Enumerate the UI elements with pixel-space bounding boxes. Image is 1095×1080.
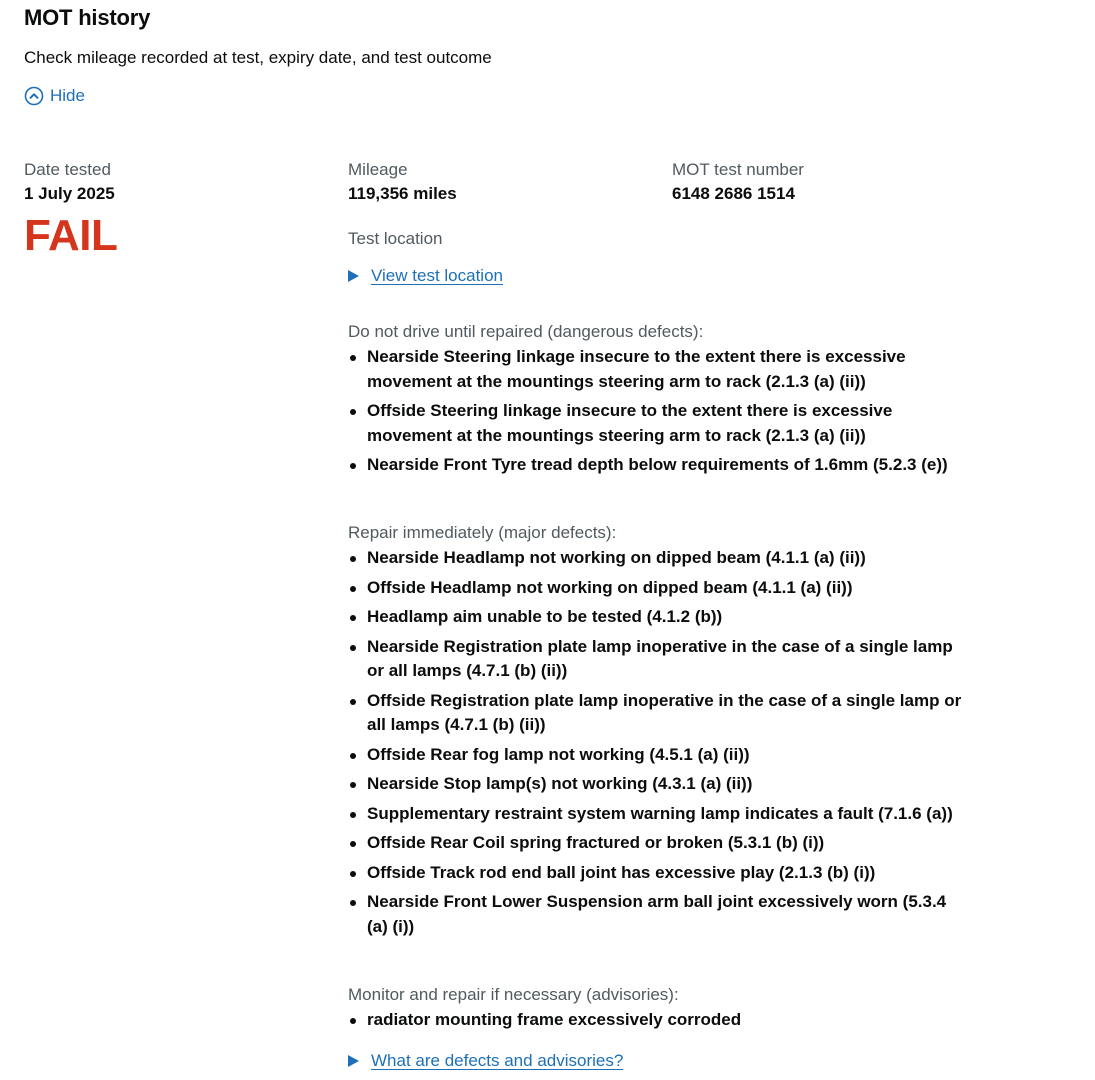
test-location-block xyxy=(348,228,443,250)
list-item: Supplementary restraint system warning lamp indicates a fault (7.1.6 (a)) xyxy=(348,802,968,827)
mileage-value: 119,356 miles xyxy=(348,184,457,203)
defects-advisories-info-toggle[interactable] xyxy=(348,1051,623,1071)
list-item: Offside Track rod end ball joint has excessive play (2.1.3 (b) (i)) xyxy=(348,861,968,886)
mileage-block xyxy=(348,159,457,205)
test-location-label: Test location xyxy=(348,229,443,248)
test-result-badge: FAIL xyxy=(24,211,118,260)
list-item: Nearside Registration plate lamp inoperative in the case of a single lamp or all lamps (4.7.1 (b) (ii)) xyxy=(348,635,968,684)
mileage-label: Mileage xyxy=(348,160,408,179)
list-item: Offside Registration plate lamp inoperative in the case of a single lamp or all lamps (4.7.1 (b) (ii)) xyxy=(348,689,968,738)
advisories-section xyxy=(348,984,968,1038)
triangle-right-icon xyxy=(348,1055,359,1067)
date-tested-value: 1 July 2025 xyxy=(24,184,115,203)
advisories-list xyxy=(348,1008,968,1033)
list-item: Nearside Front Tyre tread depth below requirements of 1.6mm (5.2.3 (e)) xyxy=(348,453,968,478)
dangerous-defects-list xyxy=(348,345,968,478)
list-item: radiator mounting frame excessively corroded xyxy=(348,1008,968,1033)
dangerous-defects-heading: Do not drive until repaired (dangerous defects): xyxy=(348,322,704,341)
section-title: MOT history xyxy=(24,5,151,30)
list-item: Headlamp aim unable to be tested (4.1.2 (b)) xyxy=(348,605,968,630)
list-item: Offside Rear fog lamp not working (4.5.1 (a) (ii)) xyxy=(348,743,968,768)
major-defects-list xyxy=(348,546,968,939)
chevron-up-circle-icon xyxy=(24,86,44,106)
test-number-value: 6148 2686 1514 xyxy=(672,184,795,203)
list-item: Nearside Headlamp not working on dipped beam (4.1.1 (a) (ii)) xyxy=(348,546,968,571)
view-test-location-link[interactable]: View test location xyxy=(371,266,503,285)
list-item: Nearside Front Lower Suspension arm ball joint excessively worn (5.3.4 (a) (i)) xyxy=(348,890,968,939)
list-item: Nearside Stop lamp(s) not working (4.3.1 (a) (ii)) xyxy=(348,772,968,797)
advisories-heading: Monitor and repair if necessary (advisories): xyxy=(348,985,679,1004)
date-tested-block xyxy=(24,159,115,205)
list-item: Offside Steering linkage insecure to the extent there is excessive movement at the mountings steering arm to rack (2.1.3 (a) (ii)) xyxy=(348,399,968,448)
major-defects-heading: Repair immediately (major defects): xyxy=(348,523,617,542)
defects-advisories-info-link[interactable]: What are defects and advisories? xyxy=(371,1051,624,1070)
list-item: Nearside Steering linkage insecure to the extent there is excessive movement at the mountings steering arm to rack (2.1.3 (a) (ii)) xyxy=(348,345,968,394)
triangle-right-icon xyxy=(348,270,359,282)
major-defects-section xyxy=(348,522,968,944)
test-number-label: MOT test number xyxy=(672,160,804,179)
hide-label: Hide xyxy=(50,86,85,105)
view-test-location-toggle[interactable] xyxy=(348,266,503,286)
dangerous-defects-section xyxy=(348,321,968,483)
test-number-block xyxy=(672,159,804,205)
date-tested-label: Date tested xyxy=(24,160,111,179)
section-subtitle: Check mileage recorded at test, expiry date, and test outcome xyxy=(24,48,492,67)
list-item: Offside Headlamp not working on dipped beam (4.1.1 (a) (ii)) xyxy=(348,576,968,601)
hide-toggle[interactable] xyxy=(24,86,85,106)
list-item: Offside Rear Coil spring fractured or broken (5.3.1 (b) (i)) xyxy=(348,831,968,856)
